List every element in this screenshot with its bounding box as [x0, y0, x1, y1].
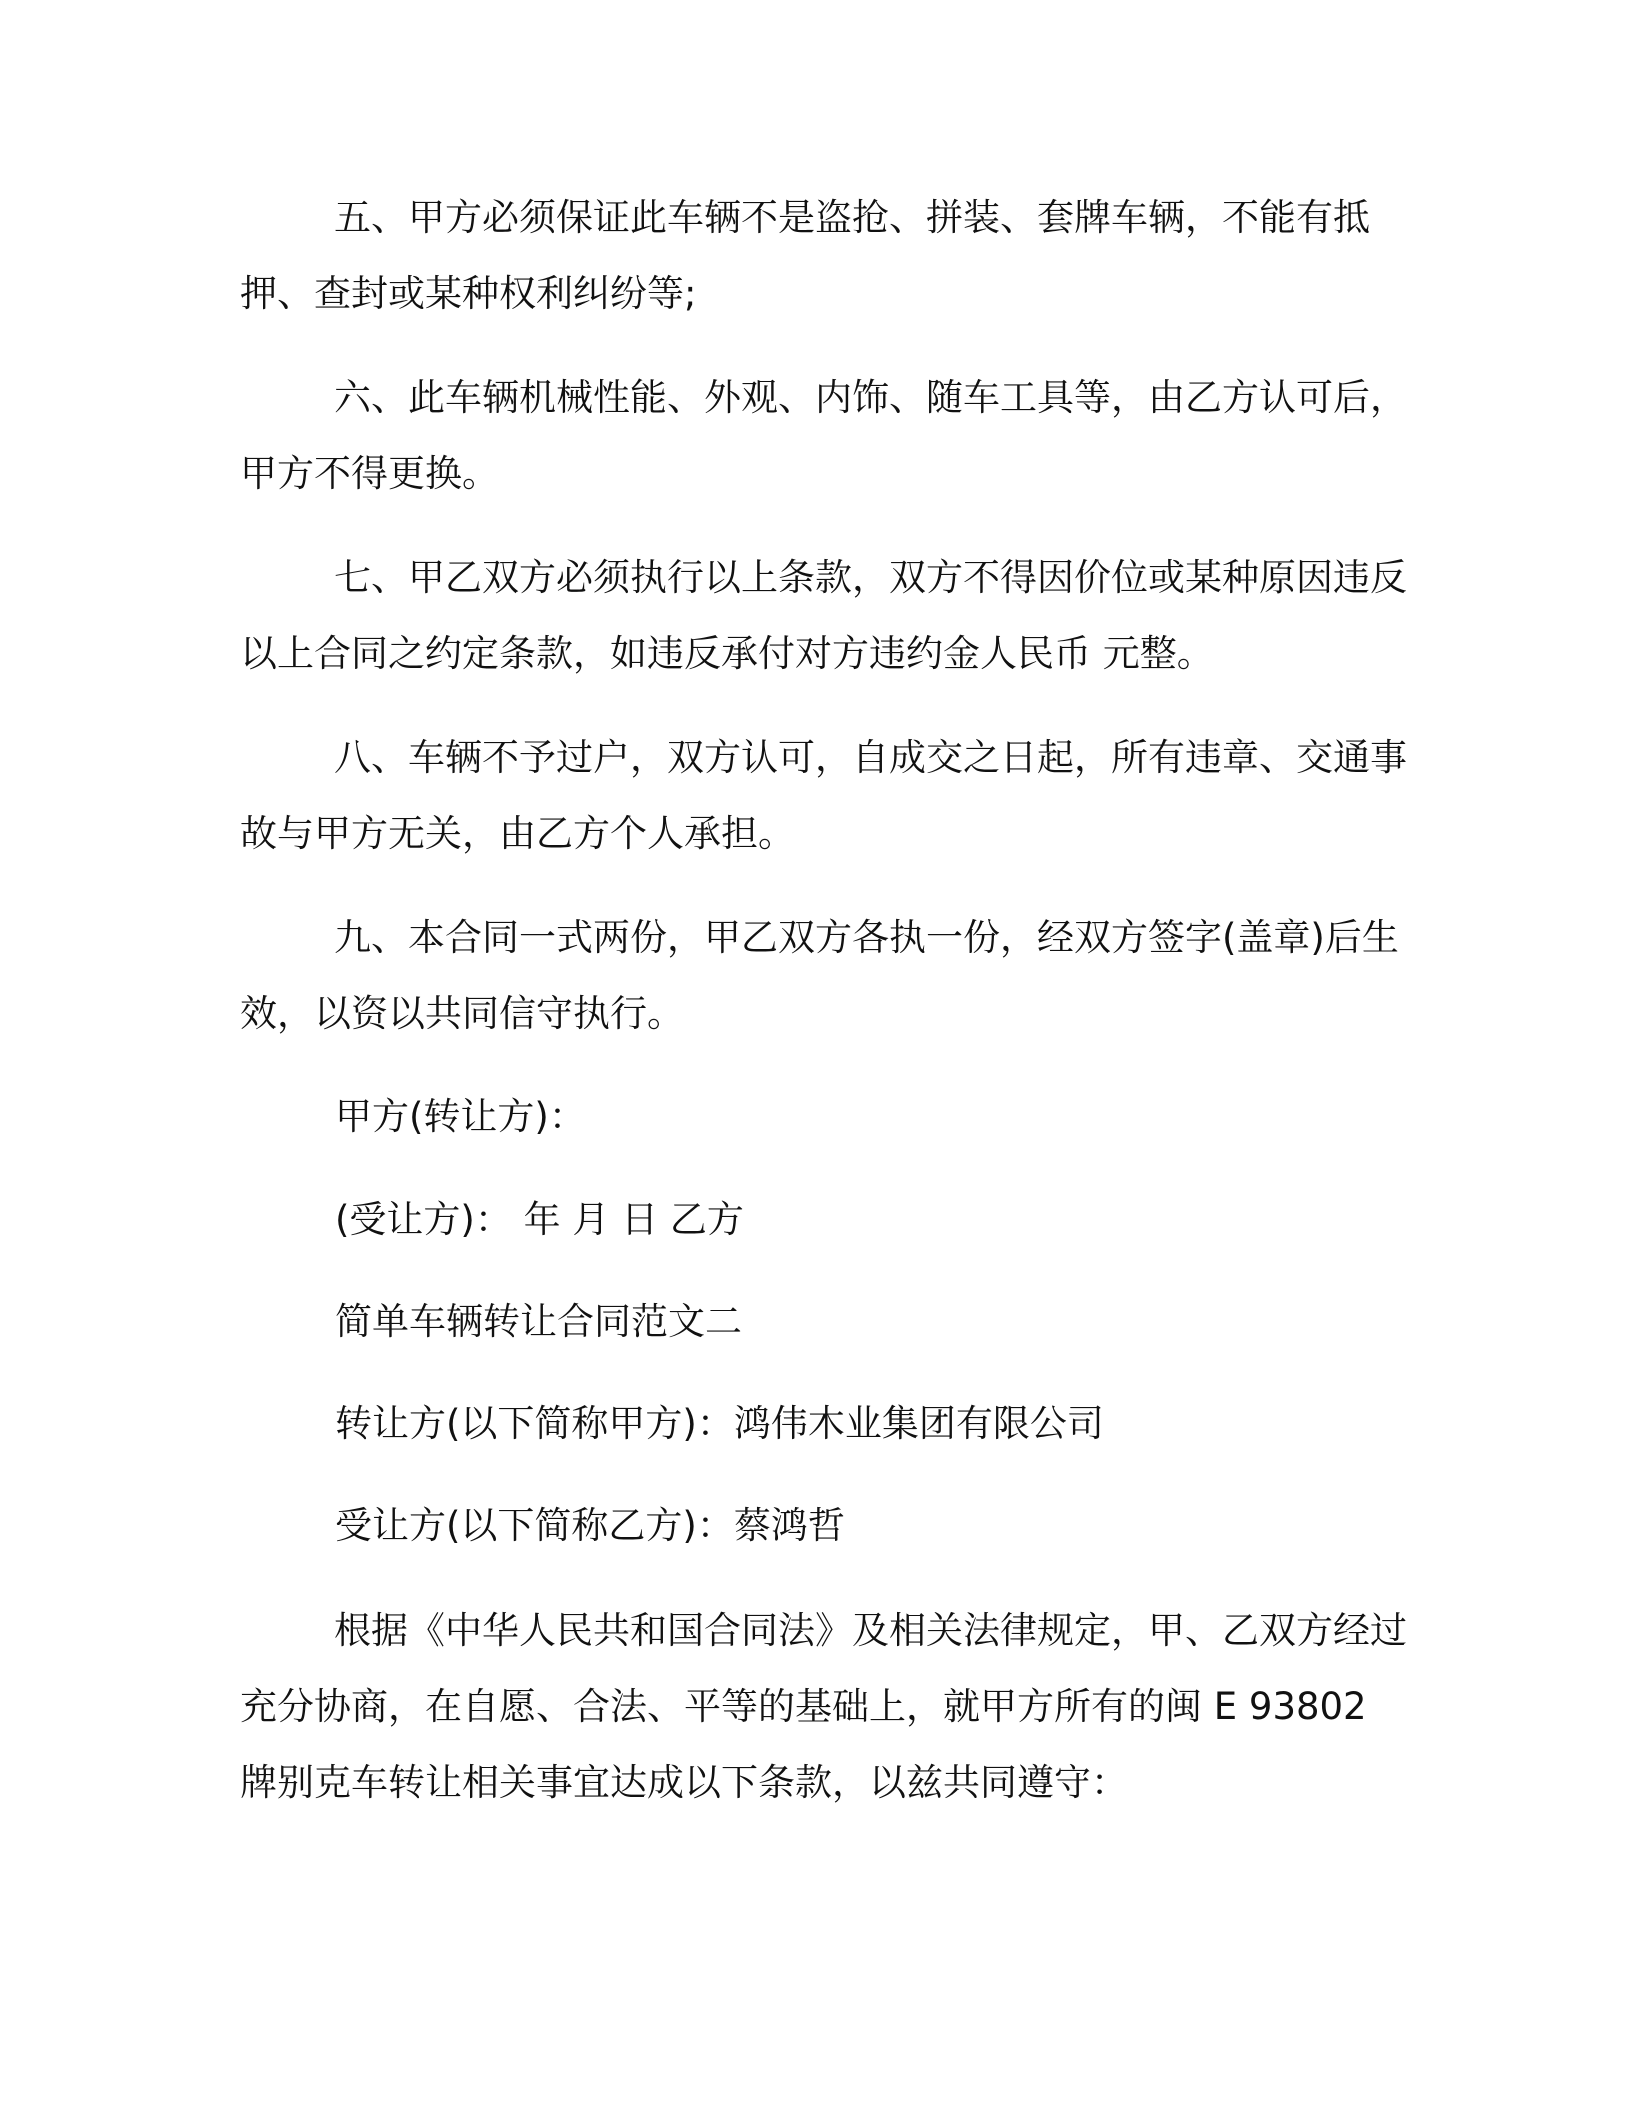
clause-nine — [240, 900, 1410, 1052]
party-b-signature-line: (受让方)： 年 月 日 乙方 — [335, 1198, 744, 1241]
section-title: 简单车辆转让合同范文二 — [335, 1300, 742, 1343]
clause-nine-text: 九、本合同一式两份，甲乙双方各执一份，经双方签字(盖章)后生效，以资以共同信守执行。 — [240, 916, 1399, 1035]
clause-eight-text: 八、车辆不予过户，双方认可，自成交之日起，所有违章、交通事故与甲方无关，由乙方个人承担。 — [240, 736, 1407, 855]
clause-six — [240, 360, 1410, 512]
clause-eight — [240, 720, 1410, 872]
clause-five — [240, 180, 1410, 332]
clause-six-text: 六、此车辆机械性能、外观、内饰、随车工具等，由乙方认可后，甲方不得更换。 — [240, 376, 1407, 495]
clause-five-text: 五、甲方必须保证此车辆不是盗抢、拼装、套牌车辆，不能有抵押、查封或某种权利纠纷等; — [240, 196, 1370, 315]
party-a-signature-line: 甲方(转让方)： — [335, 1095, 586, 1138]
preamble — [240, 1593, 1410, 1821]
clause-seven-text: 七、甲乙双方必须执行以上条款，双方不得因价位或某种原因违反以上合同之约定条款，如违反承付对方违约金人民币 元整。 — [240, 556, 1407, 675]
preamble-text: 根据《中华人民共和国合同法》及相关法律规定，甲、乙双方经过充分协商，在自愿、合法、平等的基础上，就甲方所有的闽 E 93802 牌别克车转让相关事宜达成以下条款，以兹共同遵守： — [240, 1609, 1407, 1804]
transferee-line: 受让方(以下简称乙方)：蔡鸿哲 — [335, 1504, 845, 1547]
clause-seven — [240, 540, 1410, 692]
transferor-line: 转让方(以下简称甲方)：鸿伟木业集团有限公司 — [335, 1402, 1104, 1445]
